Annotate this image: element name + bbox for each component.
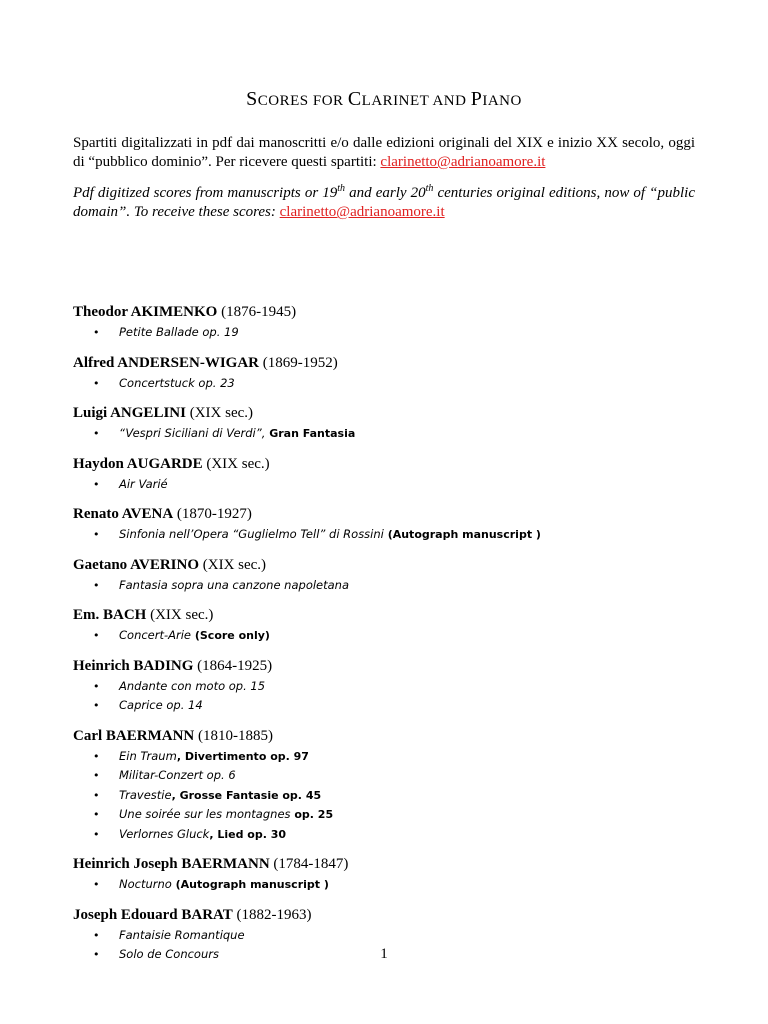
works-list — [73, 525, 713, 545]
bullet-icon: • — [93, 948, 100, 961]
work-item — [73, 747, 713, 767]
work-title: Nocturno — [119, 877, 172, 891]
composer-name: Gaetano AVERINO — [73, 556, 199, 573]
composer-entry — [73, 604, 713, 646]
work-detail: op. 25 — [290, 808, 334, 821]
work-detail: Gran Fantasia — [265, 427, 356, 440]
title-part: S — [246, 88, 258, 110]
composer-name: Theodor AKIMENKO — [73, 304, 218, 320]
composer-heading — [73, 853, 713, 875]
composer-name: Em. BACH — [73, 607, 147, 623]
intro-italian — [73, 134, 695, 172]
work-detail: , Grosse Fantasie op. 45 — [171, 788, 322, 802]
bullet-icon: • — [93, 788, 100, 802]
composer-entry — [73, 725, 713, 845]
composer-entry — [73, 301, 713, 343]
composer-entry — [73, 352, 713, 394]
work-item — [73, 786, 713, 806]
bullet-icon: • — [93, 578, 100, 592]
composer-heading — [73, 503, 713, 525]
works-list — [73, 576, 713, 596]
bullet-icon: • — [93, 629, 100, 642]
composer-dates: (XIX sec.) — [185, 405, 254, 421]
composer-dates: (1876-1945) — [217, 304, 297, 320]
bullet-icon: • — [93, 376, 100, 390]
composer-name: Haydon AUGARDE — [73, 455, 203, 472]
work-title: Verlornes Gluck — [119, 826, 210, 841]
bullet-icon: • — [93, 769, 100, 782]
composer-heading — [73, 604, 713, 626]
composer-name: Luigi ANGELINI — [73, 405, 186, 421]
work-item — [73, 626, 713, 646]
composer-heading — [73, 453, 713, 475]
composer-heading — [73, 655, 713, 677]
bullet-icon: • — [93, 477, 100, 491]
works-list — [73, 626, 713, 646]
composer-entry — [73, 853, 713, 895]
composer-dates: (XIX sec.) — [202, 455, 270, 472]
work-title: Petite Ballade op. 19 — [119, 325, 239, 339]
composer-entry — [73, 554, 713, 596]
work-title: Caprice op. 14 — [119, 698, 203, 712]
bullet-icon: • — [93, 749, 100, 763]
composer-dates: (1869-1952) — [258, 354, 338, 371]
composer-name: Heinrich Joseph BAERMANN — [73, 856, 270, 872]
composer-name: Alfred ANDERSEN-WIGAR — [73, 354, 259, 371]
title-part: P — [470, 88, 483, 110]
work-title: Andante con moto op. 15 — [119, 678, 266, 693]
intro-english-text-2: and early 20 — [345, 185, 426, 201]
superscript-th-1: th — [337, 183, 346, 194]
work-title: “Vespri Siciliani di Verdi”, — [119, 426, 266, 440]
intro-english-text-3: centuries original editions, now of “public domain”. To receive these scores: — [73, 185, 696, 220]
composer-heading — [73, 554, 713, 576]
work-detail: , Lied op. 30 — [209, 827, 287, 841]
composer-entry — [73, 453, 713, 495]
work-item — [73, 323, 713, 343]
composer-dates: (1810-1885) — [194, 727, 273, 744]
bullet-icon: • — [93, 528, 100, 541]
work-title: Militar-Conzert op. 6 — [119, 768, 236, 782]
work-item — [73, 424, 713, 444]
work-title: Sinfonia nell’Opera “Guglielmo Tell” di Rossini — [119, 527, 384, 541]
works-list — [73, 875, 713, 895]
email-link-english[interactable]: clarinetto@adrianoamore.it — [279, 204, 445, 220]
work-item — [73, 525, 713, 545]
work-title: Concertstuck op. 23 — [119, 375, 235, 390]
work-item — [73, 374, 713, 394]
works-list — [73, 747, 713, 845]
composer-heading — [73, 352, 713, 374]
title-part: LARINET AND — [361, 93, 471, 109]
intro-italian-text: Spartiti digitalizzati in pdf dai manoscritti e/o dalle edizioni originali del XIX e inizio XX secolo, oggi di “pubblico dominio”. Per ricevere questi spartiti: — [73, 135, 695, 170]
bullet-icon: • — [93, 326, 100, 339]
work-item — [73, 696, 713, 716]
work-detail: (Autograph manuscript ) — [383, 528, 541, 541]
composer-dates: (1882-1963) — [232, 906, 312, 923]
composer-dates: (XIX sec.) — [199, 556, 267, 573]
work-item — [73, 475, 713, 495]
composer-name: Heinrich BADING — [73, 657, 194, 674]
work-title: Solo de Concours — [119, 947, 219, 961]
composer-dates: (XIX sec.) — [146, 607, 214, 623]
bullet-icon: • — [93, 827, 100, 841]
works-list — [73, 475, 713, 495]
composer-name: Renato AVENA — [73, 506, 174, 522]
work-title: Fantasia sopra una canzone napoletana — [119, 577, 350, 592]
composer-name: Joseph Edouard BARAT — [73, 906, 233, 923]
work-title: Ein Traum — [119, 748, 177, 763]
composer-heading — [73, 725, 713, 747]
bullet-icon: • — [93, 699, 100, 712]
bullet-icon: • — [93, 427, 100, 440]
intro-english — [73, 184, 695, 222]
superscript-th-2: th — [425, 183, 434, 194]
work-title: Air Varié — [119, 476, 168, 491]
composer-entry — [73, 655, 713, 716]
composer-dates: (1864-1925) — [193, 657, 273, 674]
work-detail: , Divertimento op. 97 — [176, 749, 309, 763]
intro-english-text-1: Pdf digitized scores from manuscripts or 19 — [73, 185, 338, 201]
work-detail: (Score only) — [191, 629, 270, 642]
works-list — [73, 323, 713, 343]
email-link-italian[interactable]: clarinetto@adrianoamore.it — [380, 154, 546, 170]
bullet-icon: • — [93, 928, 100, 942]
composer-entry — [73, 402, 713, 444]
work-title: Fantaisie Romantique — [119, 927, 245, 942]
work-item — [73, 805, 713, 825]
work-item — [73, 875, 713, 895]
composer-name: Carl BAERMANN — [73, 727, 195, 744]
work-detail: (Autograph manuscript ) — [171, 878, 329, 891]
composer-heading — [73, 301, 713, 323]
title-part: C — [347, 88, 362, 110]
work-item — [73, 576, 713, 596]
work-title: Travestie — [119, 787, 172, 802]
title-part: CORES FOR — [257, 93, 348, 109]
work-item — [73, 677, 713, 697]
bullet-icon: • — [93, 679, 100, 693]
works-list — [73, 374, 713, 394]
composer-dates: (1870-1927) — [173, 506, 252, 522]
title-part: IANO — [482, 93, 522, 109]
composer-list — [73, 301, 713, 974]
bullet-icon: • — [93, 808, 100, 821]
works-list — [73, 424, 713, 444]
work-item — [73, 926, 713, 946]
work-item — [73, 766, 713, 786]
work-title: Une soirée sur les montagnes — [119, 807, 291, 821]
composer-heading — [73, 904, 713, 926]
composer-heading — [73, 402, 713, 424]
works-list — [73, 677, 713, 716]
composer-entry — [73, 503, 713, 545]
document-title — [0, 88, 768, 111]
work-item — [73, 825, 713, 845]
page-number: 1 — [380, 946, 388, 962]
composer-dates: (1784-1847) — [269, 856, 349, 872]
work-title: Concert-Arie — [119, 628, 192, 642]
bullet-icon: • — [93, 878, 100, 891]
